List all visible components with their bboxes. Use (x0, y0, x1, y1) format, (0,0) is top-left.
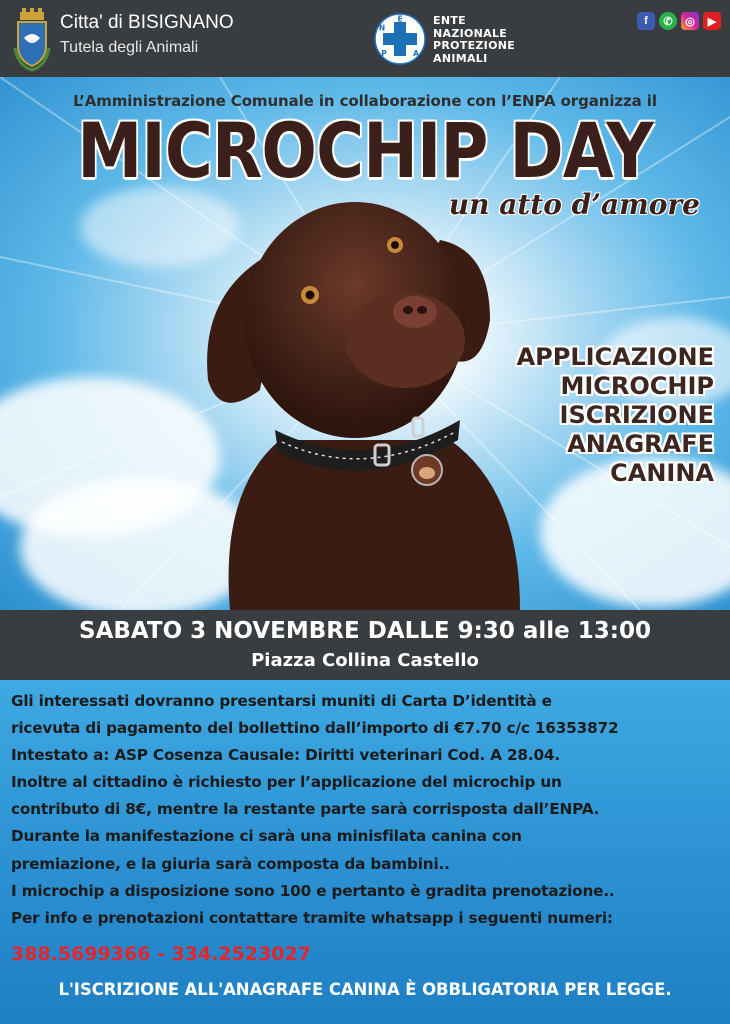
enpa-letter-e: E (397, 14, 403, 24)
city-crest-icon (12, 8, 52, 72)
enpa-name-line: ENTE (433, 14, 466, 27)
enpa-letter-a: A (413, 49, 419, 58)
phone-numbers: 388.5699366 - 334.2523027 (11, 943, 311, 965)
event-date: SABATO 3 NOVEMBRE DALLE 9:30 alle 13:00 (79, 618, 651, 644)
service-item: MICROCHIP (560, 372, 714, 400)
enpa-name-line: NAZIONALE (433, 26, 508, 40)
mandatory-notice: L'ISCRIZIONE ALL'ANAGRAFE CANINA È OBBLIGATORIA PER LEGGE. (58, 980, 672, 999)
info-line: Durante la manifestazione ci sarà una minisfilata canina con (11, 827, 522, 846)
info-line: Gli interessati dovranno presentarsi muniti di Carta D’identità e (11, 692, 552, 710)
event-title: MICROCHIP DAY (77, 106, 653, 195)
service-item: APPLICAZIONE (516, 343, 714, 371)
enpa-name (433, 15, 515, 65)
organizer-line: L’Amministrazione Comunale in collaborazione con l’ENPA organizza il (73, 92, 657, 110)
service-item: CANINA (610, 459, 714, 487)
info-line: I microchip a disposizione sono 100 e pertanto è gradita prenotazione.. (11, 881, 615, 900)
info-line: contributo di 8€, mentre la restante parte sarà corrisposta dall’ENPA. (11, 800, 600, 819)
whatsapp-icon[interactable]: ✆ (659, 12, 677, 30)
instagram-icon[interactable]: ◎ (681, 12, 699, 30)
event-place: Piazza Collina Castello (251, 650, 479, 671)
youtube-icon[interactable]: ▶ (703, 12, 721, 30)
city-name: Citta' di BISIGNANO (60, 12, 234, 33)
enpa-letter-p: P (381, 49, 387, 58)
service-item: ANAGRAFE (567, 430, 714, 458)
info-line: Per info e prenotazioni contattare tramite whatsapp i seguenti numeri: (11, 908, 613, 927)
event-subtitle: un atto d’amore (448, 188, 700, 221)
enpa-name-line: ANIMALI (433, 51, 488, 65)
enpa-logo-icon (374, 13, 426, 65)
labrador-puppy-illustration (190, 190, 540, 610)
info-line: premiazione, e la giuria sarà composta da bambini.. (11, 854, 450, 873)
city-subtitle: Tutela degli Animali (60, 39, 199, 56)
info-text (11, 688, 723, 932)
services-list (517, 343, 714, 488)
facebook-icon[interactable]: f (637, 12, 655, 30)
enpa-name-line: PROTEZIONE (433, 39, 516, 52)
info-line: Inoltre al cittadino è richiesto per l’applicazione del microchip un (11, 773, 562, 792)
info-line: ricevuta di pagamento del bollettino dall’importo di €7.70 c/c 16353872 (11, 719, 619, 738)
service-item: ISCRIZIONE (559, 401, 714, 429)
info-line: Intestato a: ASP Cosenza Causale: Diritti veterinari Cod. A 28.04. (11, 746, 560, 765)
social-links (637, 12, 721, 30)
enpa-letter-n: N (378, 23, 386, 33)
